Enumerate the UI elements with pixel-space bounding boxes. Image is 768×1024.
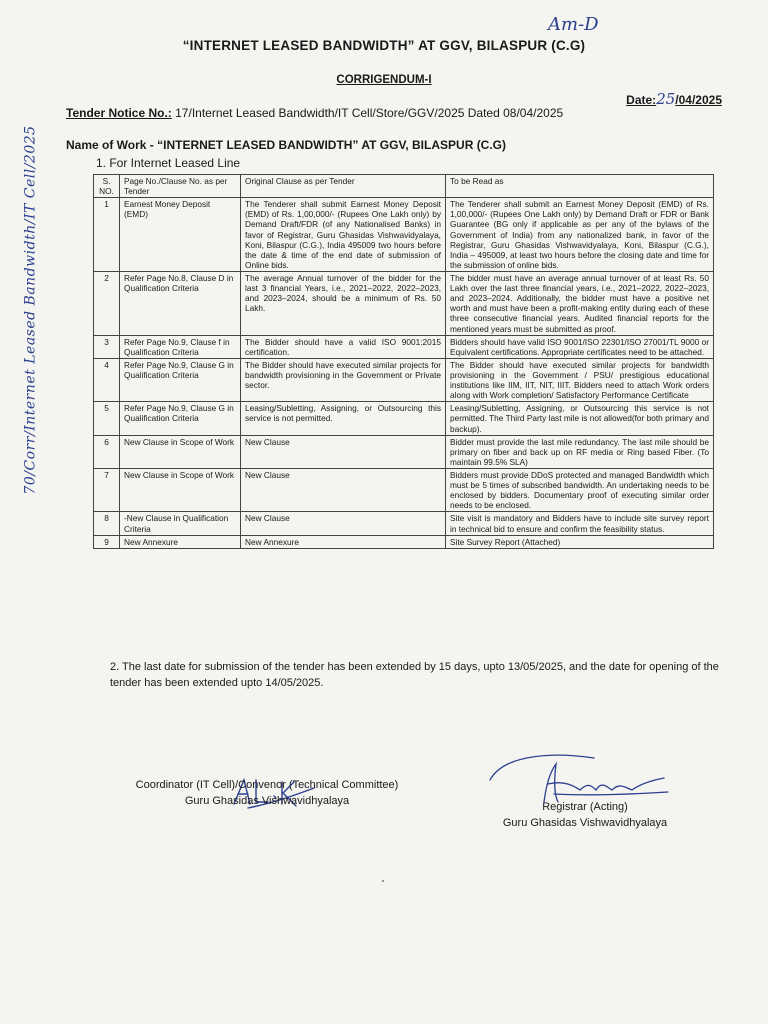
row-sno: 9 [94, 535, 120, 548]
row-page-clause: Refer Page No.8, Clause D in Qualification Criteria [120, 271, 241, 335]
document-title: “INTERNET LEASED BANDWIDTH” AT GGV, BILASPUR (C.G) [182, 38, 586, 53]
row-page-clause: New Clause in Scope of Work [120, 468, 241, 511]
scan-speck [382, 880, 384, 882]
date-line [626, 90, 722, 108]
table-row [94, 271, 714, 335]
row-original-clause: New Clause [241, 468, 446, 511]
table-row [94, 335, 714, 358]
row-original-clause: The Bidder should have executed similar projects for bandwidth provisioning in the Government or Private sector. [241, 358, 446, 401]
row-revised-clause: The bidder must have an average annual turnover of at least Rs. 50 Lakh over the last three financial years, i.e., 2021–2022, 2022–2023, and 2023–2024. Additionally, the bidder must have a positive net worth and must have been a profit-making entity during each of these three consecutive financial years. Audited financial reports for the mentioned years must be submitted as proof. [446, 271, 714, 335]
row-original-clause: The Tenderer shall submit Earnest Money Deposit (EMD) of Rs. 1,00,000/- (Rupees One Lakh only) by Demand Draft/FDR (of any Nationalised Banks) in favor of Registrar, Guru Ghasidas Vishwavidyalaya, Koni, Bilaspur (C.G.), India 495009 two hours before the date & time of the end date of submission of Online bids. [241, 198, 446, 272]
header-page-clause: Page No./Clause No. as per Tender [120, 175, 241, 198]
row-revised-clause: Site Survey Report (Attached) [446, 535, 714, 548]
table-header-row [94, 175, 714, 198]
handwritten-margin-note: 70/Corr/Internet Leased Bandwidth/IT Cell/2025 [23, 125, 39, 495]
name-of-work-value: “INTERNET LEASED BANDWIDTH” AT GGV, BILASPUR (C.G) [157, 138, 507, 152]
row-sno: 3 [94, 335, 120, 358]
row-revised-clause: Leasing/Subletting, Assigning, or Outsourcing this service is not permitted. The Third Party last mile is not allowed(for both primary and backup). [446, 402, 714, 435]
name-of-work-label: Name of Work - [66, 138, 158, 152]
date-day-handwritten: 25 [656, 90, 676, 108]
table-row [94, 512, 714, 535]
extension-note: 2. The last date for submission of the tender has been extended by 15 days, upto 13/05/2025, and the date for opening of the tender has been extended upto 14/05/2025. [110, 661, 719, 689]
header-to-be-read-as: To be Read as [446, 175, 714, 198]
row-page-clause: Refer Page No.9, Clause G in Qualification Criteria [120, 358, 241, 401]
coordinator-university: Guru Ghasidas Vishwavidhyalaya [184, 794, 350, 807]
corrigendum-heading: CORRIGENDUM-I [336, 74, 432, 86]
table-row [94, 358, 714, 401]
table-row [94, 402, 714, 435]
row-sno: 4 [94, 358, 120, 401]
row-revised-clause: Bidders must provide DDoS protected and managed Bandwidth which must be 5 times of subscribed bandwidth. An undertaking needs to be enclosed by bidders. Documentary proof of executing similar order needs to be enclosed. [446, 468, 714, 511]
row-sno: 2 [94, 271, 120, 335]
row-page-clause: Refer Page No.9, Clause G in Qualification Criteria [120, 402, 241, 435]
row-sno: 8 [94, 512, 120, 535]
tender-notice-value: 17/Internet Leased Bandwidth/IT Cell/Store/GGV/2025 Dated 08/04/2025 [171, 106, 564, 120]
row-sno: 5 [94, 402, 120, 435]
registrar-signature-block [470, 800, 700, 832]
row-revised-clause: The Tenderer shall submit an Earnest Money Deposit (EMD) of Rs. 1,00,000/- (Rupees One Lakh only) by Demand Draft or FDR or Bank Guarantee (BG only if applicable as per any of the bylaws of the Government of India) from any nationalized bank, in favor of the Registrar, Guru Ghasidas Vishwavidyalaya, Koni, Bilaspur (C.G.), India – 495009, at least two hours before the closing date and time for the submission of online bids. [446, 198, 714, 272]
table-row [94, 468, 714, 511]
row-revised-clause: Site visit is mandatory and Bidders have to include site survey report in technical bid to ensure and confirm the feasibility status. [446, 512, 714, 535]
coordinator-signature-block [117, 778, 417, 810]
row-page-clause: New Annexure [120, 535, 241, 548]
coordinator-title: Coordinator (IT Cell)/Convenor (Technical Committee) [135, 779, 399, 791]
registrar-title: Registrar (Acting) [542, 801, 628, 813]
table-row [94, 435, 714, 468]
row-original-clause: The Bidder should have a valid ISO 9001:2015 certification. [241, 335, 446, 358]
row-page-clause: Refer Page No.9, Clause f in Qualification Criteria [120, 335, 241, 358]
section-heading: 1. For Internet Leased Line [96, 156, 241, 170]
row-revised-clause: The Bidder should have executed similar projects for bandwidth provisioning in the Government / PSU/ prestigious educational institutions like IIM, IIT, NIT, IIIT. Bidders need to attach Work orders along with Work completion/ Satisfactory Performance Certificate [446, 358, 714, 401]
date-value: /04/2025 [675, 93, 722, 107]
row-original-clause: Leasing/Subletting, Assigning, or Outsourcing this service is not permitted. [241, 402, 446, 435]
registrar-university: Guru Ghasidas Vishwavidhyalaya [502, 816, 668, 829]
header-sno: S. NO. [94, 175, 120, 198]
row-original-clause: The average Annual turnover of the bidder for the last 3 financial Years, i.e., 2021–2022, 2022–2023, and 2023–2024, should be a minimum of Rs. 50 Lakh. [241, 271, 446, 335]
tender-notice-label: Tender Notice No.: [66, 106, 172, 120]
clauses-table [93, 174, 714, 549]
row-page-clause: New Clause in Scope of Work [120, 435, 241, 468]
table-row [94, 198, 714, 272]
table-row [94, 535, 714, 548]
row-original-clause: New Clause [241, 512, 446, 535]
row-page-clause: Earnest Money Deposit (EMD) [120, 198, 241, 272]
row-page-clause: -New Clause in Qualification Criteria [120, 512, 241, 535]
row-sno: 1 [94, 198, 120, 272]
row-original-clause: New Clause [241, 435, 446, 468]
name-of-work [66, 138, 506, 152]
row-revised-clause: Bidder must provide the last mile redundancy. The last mile should be primary on fiber and back up on RF media or Ring based Fiber. (To maintain 99.5% SLA) [446, 435, 714, 468]
handwritten-initials: Am-D [548, 14, 599, 35]
date-label: Date: [626, 93, 657, 107]
row-sno: 6 [94, 435, 120, 468]
tender-notice [66, 106, 563, 120]
row-original-clause: New Annexure [241, 535, 446, 548]
header-original-clause: Original Clause as per Tender [241, 175, 446, 198]
row-revised-clause: Bidders should have valid ISO 9001/ISO 22301/ISO 27001/TL 9000 or Equivalent certifications. Appropriate certificates need to be attached. [446, 335, 714, 358]
row-sno: 7 [94, 468, 120, 511]
